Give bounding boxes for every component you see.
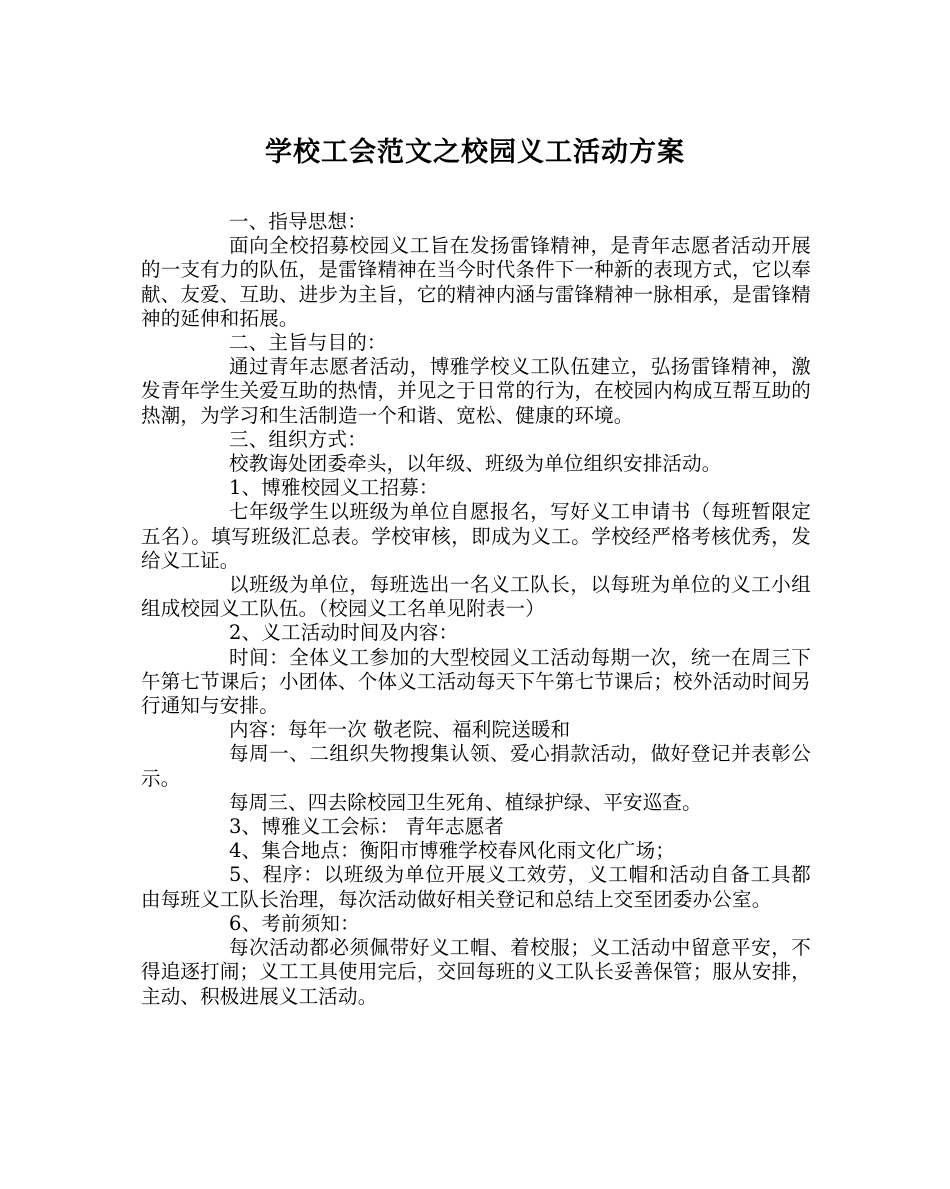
heading-notes: 6、考前须知： [229, 911, 360, 935]
heading-activity-time: 2、义工活动时间及内容： [229, 621, 459, 645]
heading-recruitment: 1、博雅校园义工招募： [229, 476, 439, 500]
paragraph-notes: 每次活动都必须佩带好义工帽、着校服；义工活动中留意平安，不得追逐打闹；义工工具使用完后，交回每班的义工队长妥善保管；服从安排，主动、积极进展义工活动。 [141, 936, 811, 1008]
heading-organization: 三、组织方式： [229, 427, 367, 451]
paragraph-activity-content: 内容：每年一次 敬老院、福利院送暖和 [229, 718, 571, 742]
heading-meeting-place: 4、集合地点：衡阳市博雅学校春风化雨文化广场； [229, 839, 676, 863]
paragraph-monday-tuesday: 每周一、二组织失物搜集认领、爱心捐款活动，做好登记并表彰公示。 [141, 742, 811, 790]
heading-guiding-thought: 一、指导思想： [229, 210, 367, 233]
paragraph-activity-time: 时间：全体义工参加的大型校园义工活动每期一次，统一在周三下午第七节课后；小团体、个体义工活动每天下午第七节课后；校外活动时间另行通知与安排。 [141, 645, 811, 718]
paragraph-recruitment: 七年级学生以班级为单位自愿报名，写好义工申请书（每班暂限定五名）。填写班级汇总表。学校审核，即成为义工。学校经严格考核优秀，发给义工证。 [141, 500, 811, 572]
document-body [141, 210, 811, 1009]
paragraph-procedure: 5、程序：以班级为单位开展义工效劳，义工帽和活动自备工具都由每班义工队长治理，每次活动做好相关登记和总结上交至团委办公室。 [141, 863, 811, 911]
paragraph-organization: 校教诲处团委牵头，以年级、班级为单位组织安排活动。 [229, 452, 722, 476]
heading-purpose: 二、主旨与目的： [229, 331, 387, 355]
paragraph-purpose: 通过青年志愿者活动，博雅学校义工队伍建立，弘扬雷锋精神，激发青年学生关爱互助的热情，并见之于日常的行为，在校园内构成互帮互助的热潮，为学习和生活制造一个和谐、宽松、健康的环境。 [141, 355, 811, 427]
document-title: 学校工会范文之校园义工活动方案 [265, 137, 685, 168]
paragraph-wednesday-thursday: 每周三、四去除校园卫生死角、植绿护绿、平安巡查。 [229, 790, 702, 814]
paragraph-guiding-thought: 面向全校招募校园义工旨在发扬雷锋精神，是青年志愿者活动开展的一支有力的队伍，是雷锋精神在当今时代条件下一种新的表现方式，它以奉献、友爱、互助、进步为主旨，它的精神内涵与雷锋精神一脉相承，是雷锋精神的延伸和拓展。 [141, 234, 811, 330]
paragraph-team-leader: 以班级为单位，每班选出一名义工队长，以每班为单位的义工小组组成校园义工队伍。（校园义工名单见附表一） [141, 573, 811, 621]
heading-emblem: 3、博雅义工会标： 青年志愿者 [229, 815, 505, 839]
